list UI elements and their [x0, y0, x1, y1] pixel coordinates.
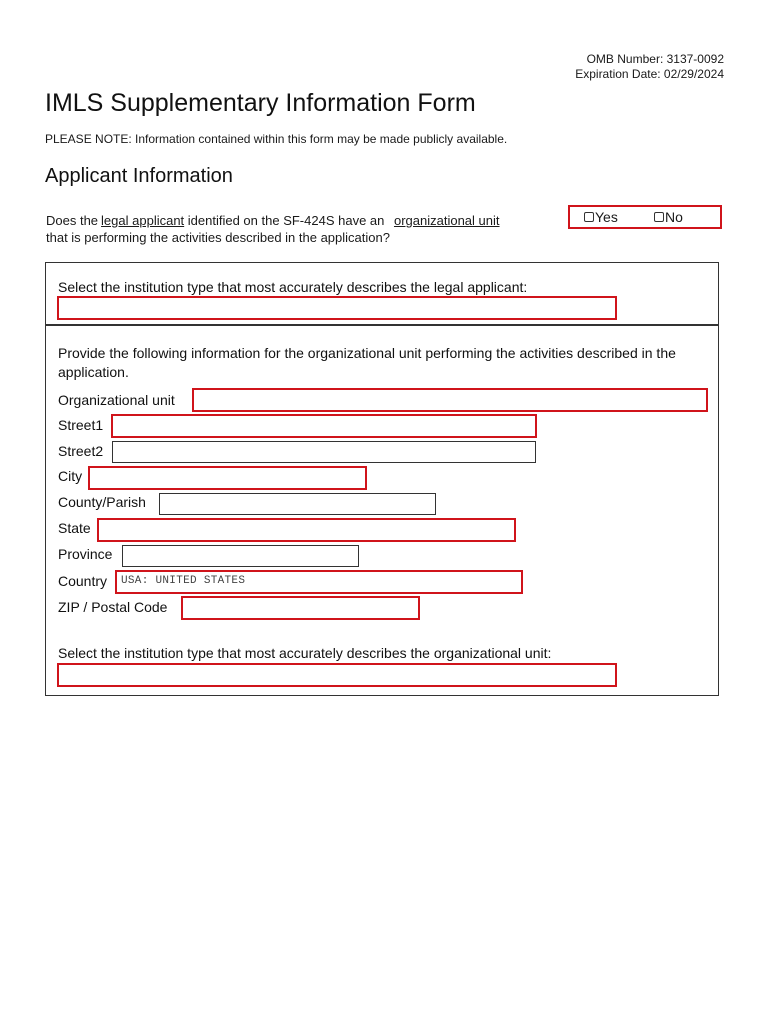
org-unit-label: Organizational unit [58, 392, 175, 408]
street1-input[interactable] [111, 414, 537, 438]
street1-label: Street1 [58, 417, 104, 433]
yes-label: Yes [595, 209, 618, 225]
public-note: PLEASE NOTE: Information contained within this form may be made publicly available. [45, 132, 508, 146]
county-input[interactable] [159, 493, 436, 515]
street2-input[interactable] [112, 441, 536, 463]
state-select[interactable] [97, 518, 516, 542]
legal-institution-prompt: Select the institution type that most accurately describes the legal applicant: [58, 279, 528, 295]
question-part1: Does the [46, 213, 99, 228]
page-title: IMLS Supplementary Information Form [45, 89, 476, 117]
org-unit-input[interactable] [192, 388, 708, 412]
question-part2: identified on the SF-424S have an [184, 213, 388, 228]
county-label: County/Parish [58, 494, 146, 510]
org-unit-link: organizational unit [393, 213, 500, 228]
no-checkbox[interactable] [654, 212, 664, 222]
org-institution-prompt: Select the institution type that most accurately describes the organizational unit: [58, 645, 552, 661]
city-input[interactable] [88, 466, 367, 490]
no-label: No [665, 209, 683, 225]
yes-no-group [568, 205, 722, 229]
legal-applicant-link: legal applicant [101, 213, 185, 228]
legal-institution-type-select[interactable] [57, 296, 617, 320]
omb-number: OMB Number: 3137-0092 [586, 52, 724, 66]
province-label: Province [58, 546, 113, 562]
street2-label: Street2 [58, 443, 104, 459]
state-label: State [58, 520, 91, 536]
country-select[interactable]: USA: UNITED STATES [115, 570, 523, 594]
province-input[interactable] [122, 545, 359, 567]
city-label: City [58, 468, 83, 484]
country-label: Country [58, 573, 108, 589]
org-unit-instructions: Provide the following information for the organizational unit performing the activities described in the application. [58, 345, 676, 380]
zip-input[interactable] [181, 596, 420, 620]
org-unit-question [46, 213, 500, 228]
section-title: Applicant Information [45, 165, 233, 187]
expiration-date: Expiration Date: 02/29/2024 [575, 67, 724, 81]
yes-checkbox[interactable] [584, 212, 594, 222]
question-line2: that is performing the activities described in the application? [46, 230, 390, 245]
zip-label: ZIP / Postal Code [58, 599, 168, 615]
org-institution-type-select[interactable] [57, 663, 617, 687]
